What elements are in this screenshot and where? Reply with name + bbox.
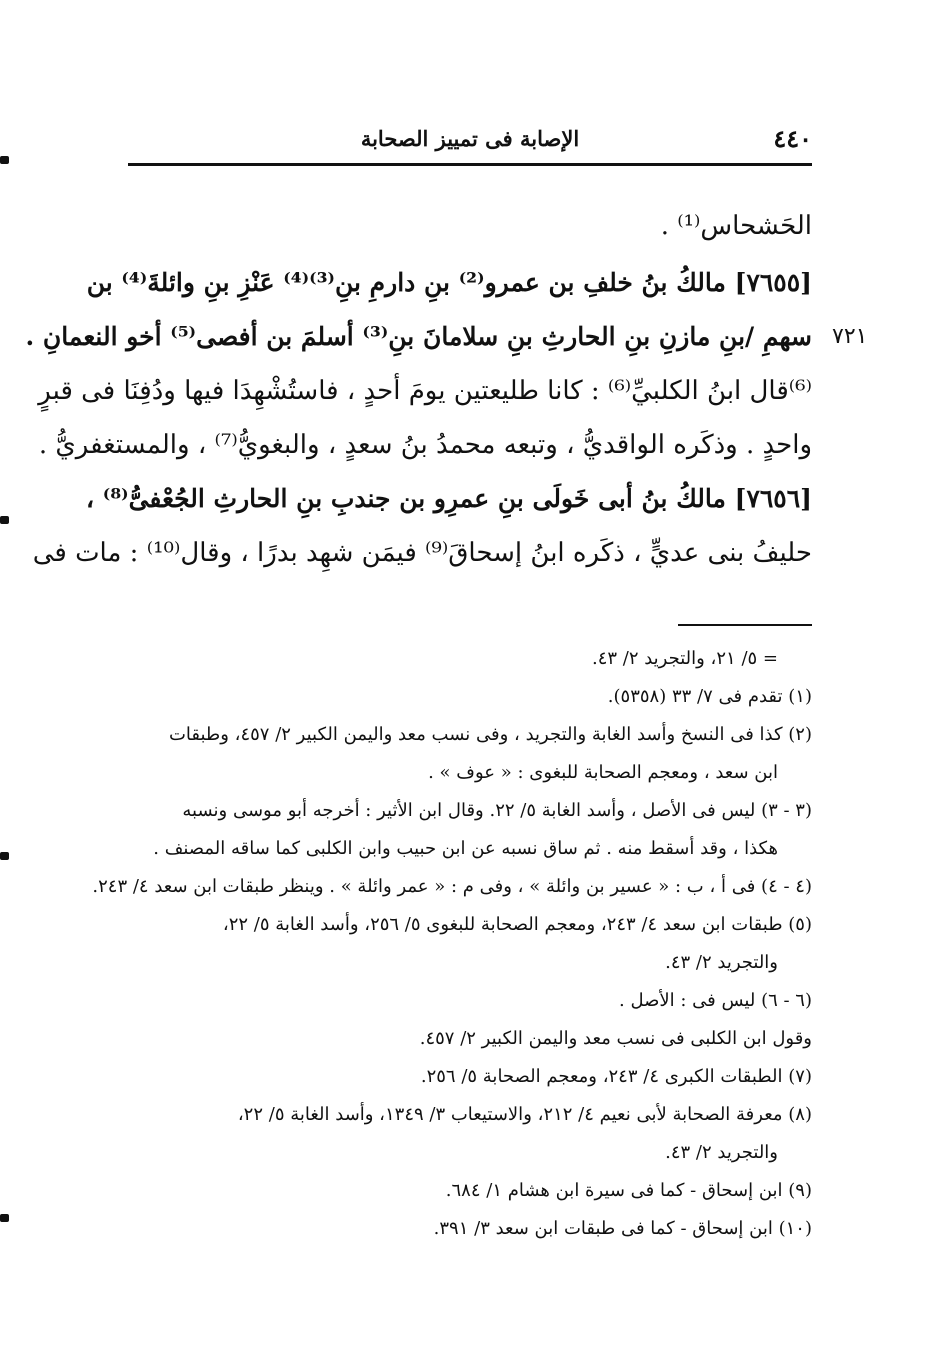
text-line: حليفُ بنى عديٍّ ، ذكَره ابنُ إسحاقَ⁽⁹⁾ فيمَن شهِد بدرًا ، وقال⁽¹⁰⁾ : مات فى xyxy=(32,538,812,568)
text-line: ⁽⁶⁾قال ابنُ الكلبيِّ⁽⁶⁾ : كانا طليعتين يومَ أحدٍ ، فاستُشْهِدَا فيها ودُفِنَا فى قبرٍ xyxy=(38,376,812,406)
footnote-line: والتجريد ٢/ ٤٣. xyxy=(665,1142,778,1163)
footnote-line: وقول ابن الكلبى فى نسب معد واليمن الكبير ٢/ ٤٥٧. xyxy=(419,1028,812,1049)
footnote-line: (٥) طبقات ابن سعد ٤/ ٢٤٣، ومعجم الصحابة للبغوى ٥/ ٢٥٦، وأسد الغابة ٥/ ٢٢، xyxy=(222,914,812,935)
side-page-marker: ٧٢١ xyxy=(832,324,868,349)
footnote-line: (١) تقدم فى ٧/ ٣٣ (٥٣٥٨). xyxy=(607,686,812,707)
entry-heading-7655: [٧٦٥٥] مالكُ بنُ خلفِ بن عمرو⁽²⁾ بنِ دارمِ بنِ⁽³⁾⁽⁴⁾ عَنْزِ بنِ وائلةَ⁽⁴⁾ بن xyxy=(86,268,812,297)
footnote-line: (١٠) ابن إسحاق - كما فى طبقات ابن سعد ٣/ ٣٩١. xyxy=(433,1218,812,1239)
scan-mark xyxy=(0,852,9,860)
page-header xyxy=(128,118,812,158)
footnote-line: (٨) معرفة الصحابة لأبى نعيم ٤/ ٢١٢، والاستيعاب ٣/ ١٣٤٩، وأسد الغابة ٥/ ٢٢، xyxy=(237,1104,812,1125)
text-line: سهمِ /بنِ مازنِ بنِ الحارثِ بنِ سلامانَ بنِ⁽³⁾ أسلمَ بن أفصى⁽⁵⁾ أخو النعمانِ . xyxy=(25,322,812,351)
running-title: الإصابة فى تمييز الصحابة xyxy=(360,126,580,151)
scan-mark xyxy=(0,516,9,524)
footnotes xyxy=(92,640,812,1248)
footnote-line: (٣ - ٣) ليس فى الأصل ، وأسد الغابة ٥/ ٢٢. وقال ابن الأثير : أخرجه أبو موسى ونسبه xyxy=(182,800,812,821)
text-line: واحدٍ . وذكَره الواقديُّ ، وتبعه محمدُ بنُ سعدٍ ، والبغويُّ⁽⁷⁾ ، والمستغفريُّ . xyxy=(38,430,812,460)
header-rule xyxy=(128,163,812,166)
footnote-line: (٢) كذا فى النسخ وأسد الغابة والتجريد ، وفى نسب معد واليمن الكبير ٢/ ٤٥٧، وطبقات xyxy=(168,724,812,745)
text-line: الحَشحاس⁽¹⁾ . xyxy=(660,211,812,241)
footnote-line: = ٥/ ٢١، والتجريد ٢/ ٤٣. xyxy=(591,648,778,669)
scan-mark xyxy=(0,156,9,164)
entry-heading-7656: [٧٦٥٦] مالكُ بنُ أبى خَولَى بنِ عمرِو بن جندبِ بنِ الحارثِ الجُعْفىُّ⁽⁸⁾ ، xyxy=(85,484,812,513)
scan-mark xyxy=(0,1214,9,1222)
page-number: ٤٤٠ xyxy=(773,124,812,153)
footnote-line: ابن سعد ، ومعجم الصحابة للبغوى : « عوف » . xyxy=(428,762,778,783)
footnote-line: (٧) الطبقات الكبرى ٤/ ٢٤٣، ومعجم الصحابة ٥/ ٢٥٦. xyxy=(420,1066,812,1087)
footnote-line: هكذا ، وقد أسقط منه . ثم ساق نسبه عن ابن حبيب وابن الكلبى كما ساقه المصنف . xyxy=(153,838,778,859)
main-text xyxy=(25,196,812,580)
footnote-line: (٤ - ٤) فى أ ، ب : « عسير بن وائلة » ، وفى م : « عمر وائلة » . وينظر طبقات ابن سعد ٤/ ٢٤٣. xyxy=(92,876,812,897)
footnote-line: (٦ - ٦) ليس فى : الأصل . xyxy=(619,990,812,1011)
footnote-line: (٩) ابن إسحاق - كما فى سيرة ابن هشام ١/ ٦٨٤. xyxy=(445,1180,812,1201)
footnote-rule xyxy=(678,624,812,626)
footnote-line: والتجريد ٢/ ٤٣. xyxy=(665,952,778,973)
